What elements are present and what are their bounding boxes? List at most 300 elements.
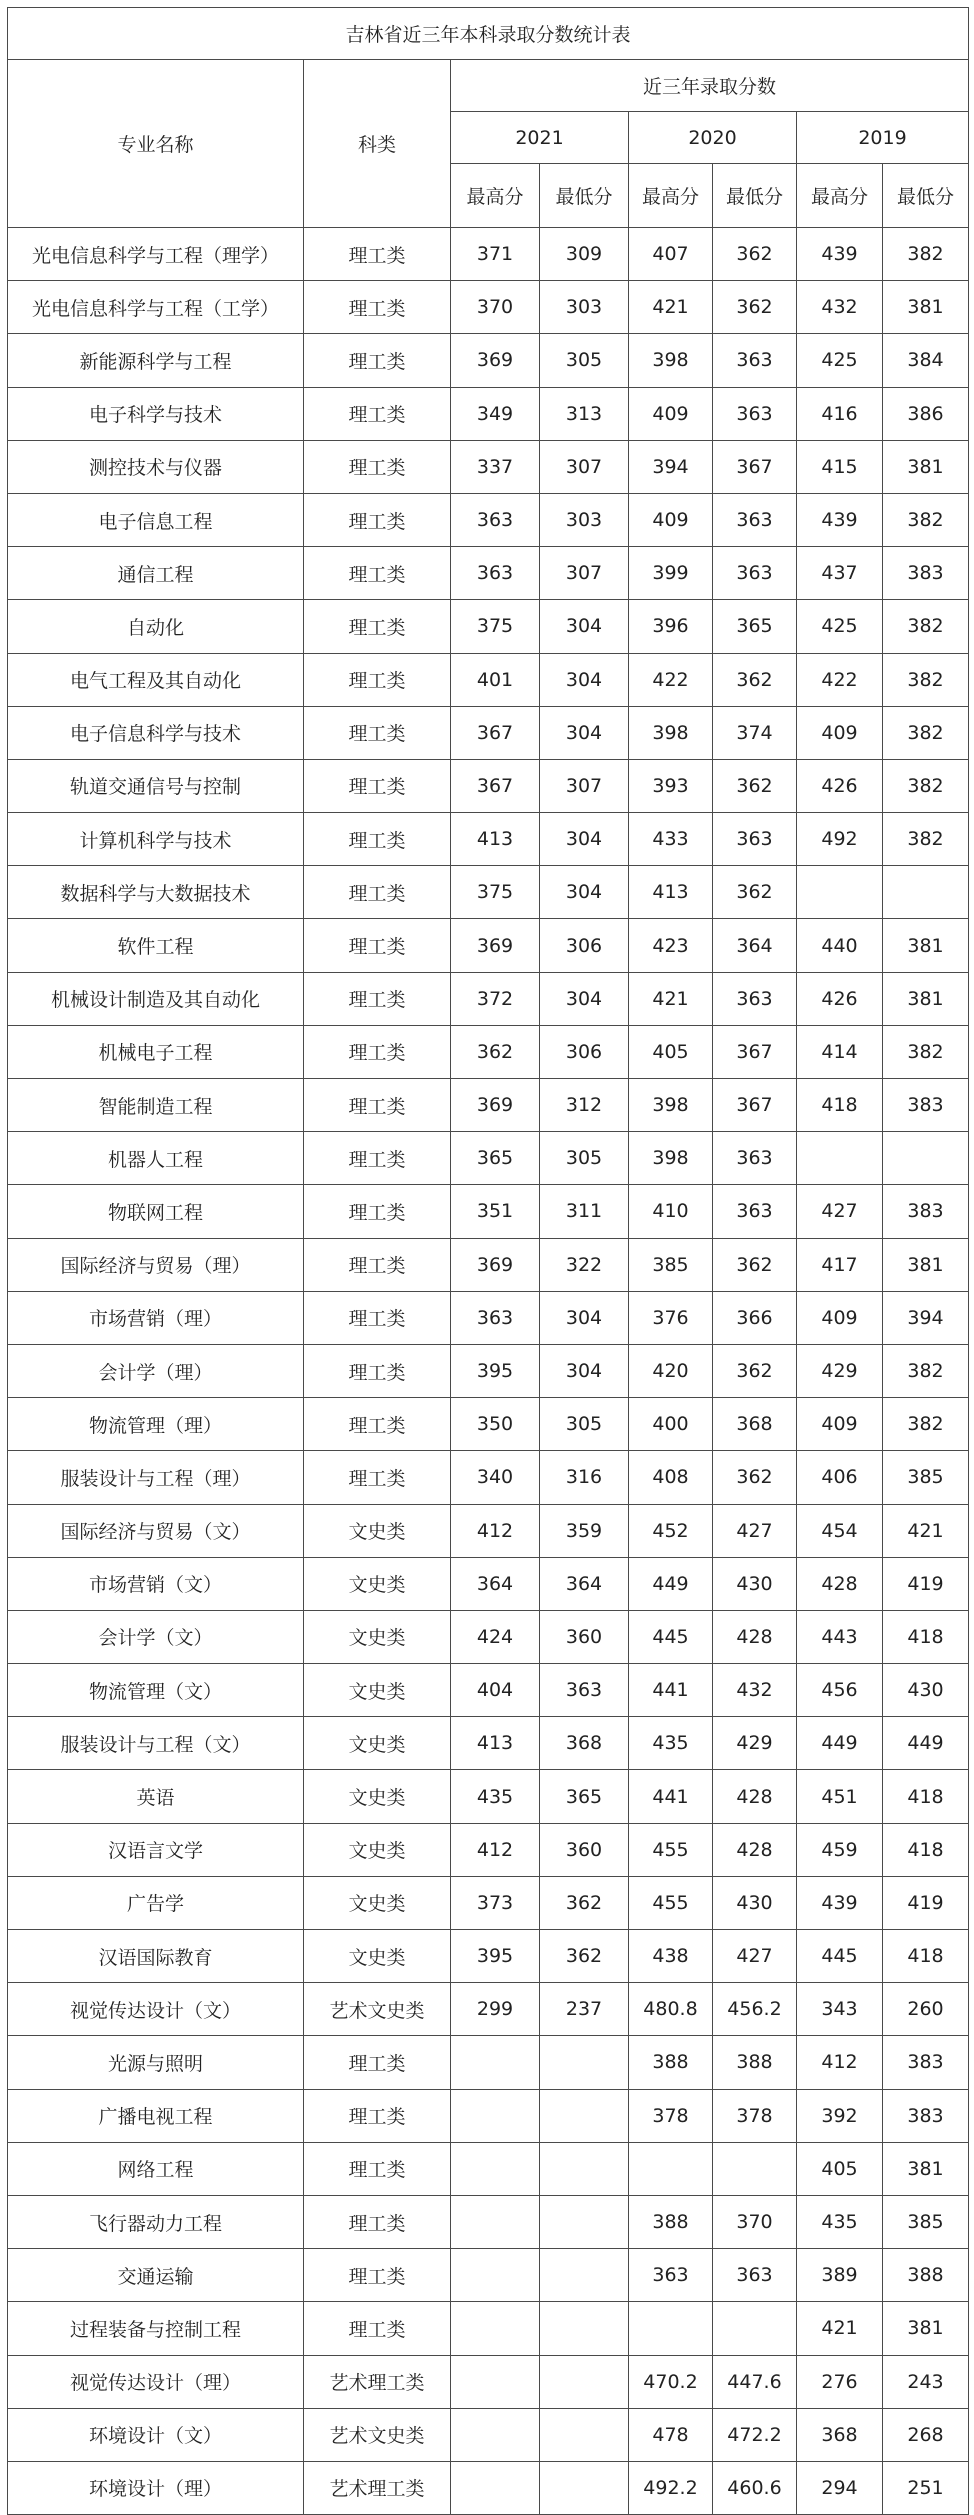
category-cell: 理工类 <box>304 1132 451 1185</box>
score-2020-high: 455 <box>629 1823 713 1876</box>
table-title: 吉林省近三年本科录取分数统计表 <box>8 8 969 60</box>
major-name-cell: 视觉传达设计（文） <box>8 1983 304 2036</box>
score-2019-high: 449 <box>797 1717 883 1770</box>
score-2020-low: 363 <box>713 1185 797 1238</box>
score-2019-high: 426 <box>797 759 883 812</box>
score-2019-low: 419 <box>883 1876 969 1929</box>
table-row <box>8 919 969 972</box>
score-2020-high: 398 <box>629 706 713 759</box>
table-row <box>8 1451 969 1504</box>
score-2021-low: 305 <box>540 334 629 387</box>
low-score-header: 最低分 <box>540 164 629 228</box>
table-row <box>8 1823 969 1876</box>
score-2021-low: 312 <box>540 1079 629 1132</box>
score-2019-low: 418 <box>883 1770 969 1823</box>
score-2020-high: 398 <box>629 334 713 387</box>
score-2020-high: 452 <box>629 1504 713 1557</box>
major-name-cell: 英语 <box>8 1770 304 1823</box>
category-cell: 理工类 <box>304 1398 451 1451</box>
score-2020-high: 394 <box>629 440 713 493</box>
category-cell: 理工类 <box>304 2142 451 2195</box>
score-2020-low: 368 <box>713 1398 797 1451</box>
table-row <box>8 1504 969 1557</box>
score-2019-high: 417 <box>797 1238 883 1291</box>
score-2019-low: 382 <box>883 653 969 706</box>
score-2021-low: 304 <box>540 866 629 919</box>
score-2021-low: 316 <box>540 1451 629 1504</box>
scores-group-header: 近三年录取分数 <box>451 60 969 112</box>
score-2020-low: 363 <box>713 334 797 387</box>
score-2021-low <box>540 2089 629 2142</box>
score-2021-high <box>451 2142 540 2195</box>
table-row <box>8 281 969 334</box>
score-2020-low: 472.2 <box>713 2408 797 2461</box>
score-2021-low: 362 <box>540 1930 629 1983</box>
major-name-cell: 电子信息工程 <box>8 493 304 546</box>
major-name-cell: 会计学（理） <box>8 1344 304 1397</box>
score-2020-high: 398 <box>629 1079 713 1132</box>
table-row <box>8 1664 969 1717</box>
category-cell: 艺术理工类 <box>304 2355 451 2408</box>
category-cell: 理工类 <box>304 1344 451 1397</box>
major-name-cell: 新能源科学与工程 <box>8 334 304 387</box>
score-2019-low: 382 <box>883 493 969 546</box>
table-row <box>8 1238 969 1291</box>
score-2019-high: 492 <box>797 813 883 866</box>
score-2020-high: 480.8 <box>629 1983 713 2036</box>
major-name-cell: 环境设计（文） <box>8 2408 304 2461</box>
category-cell: 艺术文史类 <box>304 2408 451 2461</box>
score-2020-low <box>713 2142 797 2195</box>
category-cell: 理工类 <box>304 1291 451 1344</box>
major-name-cell: 广告学 <box>8 1876 304 1929</box>
score-2020-high <box>629 2142 713 2195</box>
score-2020-low: 363 <box>713 813 797 866</box>
major-name-cell: 自动化 <box>8 600 304 653</box>
score-2019-low: 243 <box>883 2355 969 2408</box>
score-2021-high <box>451 2408 540 2461</box>
category-cell: 文史类 <box>304 1717 451 1770</box>
major-name-cell: 国际经济与贸易（文） <box>8 1504 304 1557</box>
category-cell: 理工类 <box>304 228 451 281</box>
score-2021-low: 363 <box>540 1664 629 1717</box>
score-2020-low: 427 <box>713 1504 797 1557</box>
score-2021-high: 404 <box>451 1664 540 1717</box>
score-2020-low: 362 <box>713 759 797 812</box>
score-2021-low: 303 <box>540 493 629 546</box>
score-2020-low: 362 <box>713 1344 797 1397</box>
category-cell: 理工类 <box>304 1238 451 1291</box>
table-row <box>8 387 969 440</box>
score-2020-low: 447.6 <box>713 2355 797 2408</box>
score-2021-low: 304 <box>540 1291 629 1344</box>
category-cell: 理工类 <box>304 759 451 812</box>
score-2020-low: 363 <box>713 972 797 1025</box>
category-cell: 理工类 <box>304 387 451 440</box>
category-cell: 理工类 <box>304 2036 451 2089</box>
score-2020-low: 429 <box>713 1717 797 1770</box>
score-2019-high: 439 <box>797 493 883 546</box>
score-2020-low: 374 <box>713 706 797 759</box>
score-2021-high: 363 <box>451 1291 540 1344</box>
score-2019-low: 381 <box>883 972 969 1025</box>
major-name-cell: 汉语国际教育 <box>8 1930 304 1983</box>
table-row <box>8 2142 969 2195</box>
major-name-cell: 智能制造工程 <box>8 1079 304 1132</box>
score-2020-high: 435 <box>629 1717 713 1770</box>
score-2021-low: 307 <box>540 547 629 600</box>
category-cell: 文史类 <box>304 1610 451 1663</box>
score-2021-high: 369 <box>451 1238 540 1291</box>
score-2019-high: 412 <box>797 2036 883 2089</box>
major-name-cell: 会计学（文） <box>8 1610 304 1663</box>
score-2021-high: 373 <box>451 1876 540 1929</box>
score-2019-low: 382 <box>883 1344 969 1397</box>
major-name-cell: 轨道交通信号与控制 <box>8 759 304 812</box>
score-table <box>7 7 969 2515</box>
table-row <box>8 600 969 653</box>
score-2019-high: 445 <box>797 1930 883 1983</box>
score-2020-high: 408 <box>629 1451 713 1504</box>
score-2020-low: 367 <box>713 1025 797 1078</box>
score-2019-low: 382 <box>883 1398 969 1451</box>
score-2020-high: 421 <box>629 972 713 1025</box>
table-row <box>8 813 969 866</box>
score-2021-low: 304 <box>540 600 629 653</box>
score-2019-high: 405 <box>797 2142 883 2195</box>
category-cell: 理工类 <box>304 2195 451 2248</box>
table-row <box>8 2249 969 2302</box>
low-score-header: 最低分 <box>713 164 797 228</box>
table-row <box>8 1291 969 1344</box>
score-2021-low: 304 <box>540 972 629 1025</box>
major-name-cell: 通信工程 <box>8 547 304 600</box>
category-cell: 理工类 <box>304 547 451 600</box>
score-2021-low <box>540 2302 629 2355</box>
score-2019-low <box>883 866 969 919</box>
score-2019-high: 427 <box>797 1185 883 1238</box>
score-2020-high: 398 <box>629 1132 713 1185</box>
category-cell: 理工类 <box>304 493 451 546</box>
score-2019-high: 425 <box>797 334 883 387</box>
score-2019-high: 443 <box>797 1610 883 1663</box>
score-2019-low: 419 <box>883 1557 969 1610</box>
category-cell: 理工类 <box>304 1025 451 1078</box>
score-2021-low: 307 <box>540 759 629 812</box>
score-2021-low: 237 <box>540 1983 629 2036</box>
score-2020-low: 370 <box>713 2195 797 2248</box>
score-2021-high <box>451 2355 540 2408</box>
score-2021-high: 395 <box>451 1344 540 1397</box>
score-2019-low: 382 <box>883 759 969 812</box>
category-cell: 理工类 <box>304 1451 451 1504</box>
year-header: 2020 <box>629 112 797 164</box>
major-name-cell: 网络工程 <box>8 2142 304 2195</box>
score-2019-high: 294 <box>797 2461 883 2514</box>
category-cell: 理工类 <box>304 706 451 759</box>
score-2019-low: 251 <box>883 2461 969 2514</box>
table-row <box>8 493 969 546</box>
score-2019-high: 459 <box>797 1823 883 1876</box>
table-row <box>8 1770 969 1823</box>
score-2019-high: 439 <box>797 228 883 281</box>
major-name-cell: 过程装备与控制工程 <box>8 2302 304 2355</box>
score-2021-low: 359 <box>540 1504 629 1557</box>
score-2020-high: 478 <box>629 2408 713 2461</box>
score-2019-low: 381 <box>883 281 969 334</box>
score-2021-high: 337 <box>451 440 540 493</box>
score-2019-low: 421 <box>883 1504 969 1557</box>
score-2021-high: 364 <box>451 1557 540 1610</box>
table-row <box>8 1876 969 1929</box>
score-2021-low: 304 <box>540 1344 629 1397</box>
score-2019-low: 385 <box>883 2195 969 2248</box>
score-2020-low: 363 <box>713 387 797 440</box>
table-row <box>8 1717 969 1770</box>
score-2021-low <box>540 2355 629 2408</box>
score-2020-high: 455 <box>629 1876 713 1929</box>
score-2021-low: 304 <box>540 653 629 706</box>
score-2021-high <box>451 2036 540 2089</box>
score-2021-low <box>540 2195 629 2248</box>
major-name-cell: 光源与照明 <box>8 2036 304 2089</box>
score-2021-low: 304 <box>540 813 629 866</box>
category-cell: 文史类 <box>304 1504 451 1557</box>
table-row <box>8 1557 969 1610</box>
category-cell: 理工类 <box>304 281 451 334</box>
category-cell: 艺术文史类 <box>304 1983 451 2036</box>
score-2019-low: 381 <box>883 2142 969 2195</box>
category-cell: 艺术理工类 <box>304 2461 451 2514</box>
score-2019-high: 435 <box>797 2195 883 2248</box>
score-2019-low: 382 <box>883 813 969 866</box>
table-row <box>8 440 969 493</box>
score-2021-high: 413 <box>451 813 540 866</box>
score-2019-low: 383 <box>883 1185 969 1238</box>
score-2020-low: 428 <box>713 1610 797 1663</box>
category-cell: 文史类 <box>304 1557 451 1610</box>
major-name-cell: 飞行器动力工程 <box>8 2195 304 2248</box>
score-2020-high: 376 <box>629 1291 713 1344</box>
major-name-cell: 计算机科学与技术 <box>8 813 304 866</box>
score-2020-high: 420 <box>629 1344 713 1397</box>
table-row <box>8 1025 969 1078</box>
score-2021-low <box>540 2249 629 2302</box>
score-2020-low: 363 <box>713 493 797 546</box>
score-2020-low: 362 <box>713 281 797 334</box>
score-2019-low: 268 <box>883 2408 969 2461</box>
score-2019-low: 385 <box>883 1451 969 1504</box>
table-row <box>8 228 969 281</box>
score-2020-high: 399 <box>629 547 713 600</box>
high-score-header: 最高分 <box>629 164 713 228</box>
table-row <box>8 1079 969 1132</box>
score-2021-low <box>540 2461 629 2514</box>
score-2019-high: 440 <box>797 919 883 972</box>
score-2019-low: 382 <box>883 228 969 281</box>
score-2021-high: 412 <box>451 1504 540 1557</box>
table-row <box>8 334 969 387</box>
score-2021-low <box>540 2036 629 2089</box>
year-header: 2021 <box>451 112 629 164</box>
score-2020-low: 430 <box>713 1557 797 1610</box>
score-2021-high: 369 <box>451 334 540 387</box>
score-2021-low: 307 <box>540 440 629 493</box>
score-2021-high: 375 <box>451 600 540 653</box>
major-name-cell: 市场营销（理） <box>8 1291 304 1344</box>
score-2020-low: 430 <box>713 1876 797 1929</box>
category-cell: 理工类 <box>304 1079 451 1132</box>
score-2021-high: 367 <box>451 706 540 759</box>
score-2021-low: 306 <box>540 919 629 972</box>
score-2021-low: 303 <box>540 281 629 334</box>
score-2021-high: 369 <box>451 1079 540 1132</box>
table-row <box>8 2408 969 2461</box>
score-2021-high: 413 <box>451 1717 540 1770</box>
table-row <box>8 2195 969 2248</box>
score-2021-low: 305 <box>540 1132 629 1185</box>
score-2019-high: 409 <box>797 706 883 759</box>
score-2019-low: 388 <box>883 2249 969 2302</box>
major-name-cell: 服装设计与工程（理） <box>8 1451 304 1504</box>
score-2019-high: 368 <box>797 2408 883 2461</box>
table-row <box>8 2302 969 2355</box>
major-name-cell: 视觉传达设计（理） <box>8 2355 304 2408</box>
score-2021-low: 364 <box>540 1557 629 1610</box>
category-cell: 理工类 <box>304 972 451 1025</box>
table-row <box>8 1610 969 1663</box>
table-row <box>8 653 969 706</box>
score-2020-high: 410 <box>629 1185 713 1238</box>
high-score-header: 最高分 <box>451 164 540 228</box>
score-2019-low: 384 <box>883 334 969 387</box>
major-name-cell: 机械设计制造及其自动化 <box>8 972 304 1025</box>
score-2019-high: 421 <box>797 2302 883 2355</box>
category-cell: 理工类 <box>304 2302 451 2355</box>
table-row <box>8 1398 969 1451</box>
score-2021-high: 349 <box>451 387 540 440</box>
score-2019-high: 418 <box>797 1079 883 1132</box>
table-header <box>8 8 969 228</box>
table-row <box>8 866 969 919</box>
table-row <box>8 2089 969 2142</box>
category-cell: 文史类 <box>304 1823 451 1876</box>
major-name-cell: 机械电子工程 <box>8 1025 304 1078</box>
score-2021-high: 435 <box>451 1770 540 1823</box>
category-cell: 理工类 <box>304 600 451 653</box>
table-row <box>8 1983 969 2036</box>
score-2019-high <box>797 1132 883 1185</box>
score-2020-high: 363 <box>629 2249 713 2302</box>
major-name-cell: 光电信息科学与工程（工学） <box>8 281 304 334</box>
score-2021-low: 360 <box>540 1823 629 1876</box>
score-2021-high <box>451 2195 540 2248</box>
score-2020-high: 409 <box>629 493 713 546</box>
category-cell: 理工类 <box>304 866 451 919</box>
score-2020-high: 441 <box>629 1664 713 1717</box>
score-2020-high: 396 <box>629 600 713 653</box>
score-2019-low: 260 <box>883 1983 969 2036</box>
score-2020-low: 378 <box>713 2089 797 2142</box>
score-2019-low: 382 <box>883 706 969 759</box>
score-2021-high: 424 <box>451 1610 540 1663</box>
score-2020-high: 388 <box>629 2195 713 2248</box>
score-2019-high: 343 <box>797 1983 883 2036</box>
score-2019-high: 276 <box>797 2355 883 2408</box>
score-2019-high: 454 <box>797 1504 883 1557</box>
score-2020-high: 407 <box>629 228 713 281</box>
score-2020-low: 365 <box>713 600 797 653</box>
score-2021-low: 313 <box>540 387 629 440</box>
major-name-cell: 机器人工程 <box>8 1132 304 1185</box>
score-2020-high: 400 <box>629 1398 713 1451</box>
score-2020-high: 445 <box>629 1610 713 1663</box>
category-cell: 理工类 <box>304 813 451 866</box>
low-score-header: 最低分 <box>883 164 969 228</box>
score-2021-high: 401 <box>451 653 540 706</box>
category-cell: 理工类 <box>304 440 451 493</box>
score-2020-high: 433 <box>629 813 713 866</box>
score-2020-high: 409 <box>629 387 713 440</box>
score-2020-low: 363 <box>713 2249 797 2302</box>
score-2019-high: 409 <box>797 1398 883 1451</box>
score-2019-low: 381 <box>883 1238 969 1291</box>
score-2019-low: 383 <box>883 2089 969 2142</box>
score-2020-high: 405 <box>629 1025 713 1078</box>
score-2021-low: 304 <box>540 706 629 759</box>
score-2019-high: 416 <box>797 387 883 440</box>
score-2019-low: 418 <box>883 1930 969 1983</box>
score-2021-low: 306 <box>540 1025 629 1078</box>
score-2020-low: 362 <box>713 653 797 706</box>
score-2019-low: 418 <box>883 1610 969 1663</box>
major-name-cell: 环境设计（理） <box>8 2461 304 2514</box>
table-row <box>8 759 969 812</box>
category-cell: 理工类 <box>304 2089 451 2142</box>
major-name-cell: 测控技术与仪器 <box>8 440 304 493</box>
score-2021-low: 311 <box>540 1185 629 1238</box>
score-2021-low: 360 <box>540 1610 629 1663</box>
score-2021-high: 371 <box>451 228 540 281</box>
major-name-cell: 软件工程 <box>8 919 304 972</box>
score-2019-low: 418 <box>883 1823 969 1876</box>
score-2020-high: 449 <box>629 1557 713 1610</box>
major-name-cell: 物联网工程 <box>8 1185 304 1238</box>
major-name-cell: 电子信息科学与技术 <box>8 706 304 759</box>
score-2019-low: 386 <box>883 387 969 440</box>
score-2019-low: 394 <box>883 1291 969 1344</box>
table-row <box>8 2355 969 2408</box>
score-2019-low: 382 <box>883 1025 969 1078</box>
score-2019-low: 383 <box>883 1079 969 1132</box>
score-2019-high: 428 <box>797 1557 883 1610</box>
major-name-cell: 数据科学与大数据技术 <box>8 866 304 919</box>
year-header: 2019 <box>797 112 969 164</box>
score-2021-high: 351 <box>451 1185 540 1238</box>
score-2021-high: 369 <box>451 919 540 972</box>
table-row <box>8 706 969 759</box>
score-2021-high: 370 <box>451 281 540 334</box>
score-2021-high <box>451 2249 540 2302</box>
score-2021-low: 309 <box>540 228 629 281</box>
category-cell: 理工类 <box>304 334 451 387</box>
major-name-cell: 电气工程及其自动化 <box>8 653 304 706</box>
score-2021-high <box>451 2302 540 2355</box>
score-2019-high: 426 <box>797 972 883 1025</box>
category-cell: 文史类 <box>304 1664 451 1717</box>
category-column-header: 科类 <box>304 60 451 228</box>
score-2020-high: 388 <box>629 2036 713 2089</box>
